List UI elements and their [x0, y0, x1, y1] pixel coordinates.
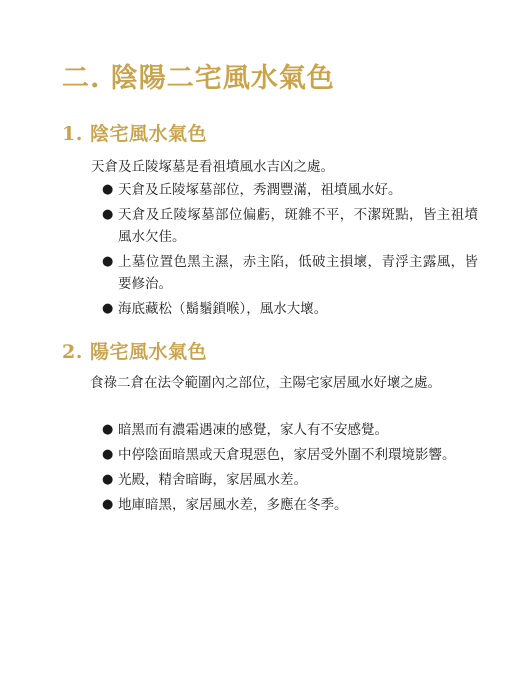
list-item — [100, 251, 478, 295]
bullet-icon: ● — [102, 422, 114, 437]
list-item — [100, 494, 478, 516]
list-item-text: 中停陰面暗黑或天倉現惡色，家居受外圍不利環境影響。 — [118, 447, 456, 463]
list-item — [100, 419, 478, 441]
bullet-icon: ● — [102, 472, 114, 487]
list-item — [100, 179, 478, 201]
list-item-text: 地庫暗黑，家居風水差，多應在冬季。 — [118, 497, 348, 513]
section-intro-yin-house: 天倉及丘陵塚墓是看祖墳風水吉凶之處。 — [91, 159, 334, 175]
section-heading-yin-house: 1. 陰宅風水氣色 — [62, 123, 207, 145]
page-title: 二. 陰陽二宅風水氣色 — [62, 63, 335, 94]
section-heading-yang-house: 2. 陽宅風水氣色 — [62, 341, 207, 363]
list-item — [100, 298, 478, 320]
bullet-icon: ● — [102, 182, 114, 197]
bullet-icon: ● — [102, 447, 114, 462]
bullet-icon: ● — [102, 207, 114, 222]
list-item-text: 光殿，精舍暗晦，家居風水差。 — [118, 472, 307, 488]
bullet-icon: ● — [102, 301, 114, 316]
list-item — [100, 204, 478, 248]
section-intro-yang-house: 食祿二倉在法令範圍內之部位，主陽宅家居風水好壞之處。 — [90, 375, 441, 391]
list-item-text: 天倉及丘陵塚墓部位，秀潤豐滿，祖墳風水好。 — [118, 182, 402, 198]
list-item-text: 天倉及丘陵塚墓部位偏虧，斑雜不平，不潔斑點，皆主祖墳風水欠佳。 — [118, 207, 478, 245]
bullet-list-yin-house — [100, 179, 478, 323]
list-item-text: 上墓位置色黑主濕，赤主陷，低破主損壞，青浮主露風，皆要修治。 — [118, 254, 478, 292]
bullet-icon: ● — [102, 497, 114, 512]
list-item-text: 海底藏松（鬍鬚鎖喉），風水大壞。 — [118, 301, 328, 317]
list-item — [100, 444, 478, 466]
list-item-text: 暗黑而有濃霜遇凍的感覺，家人有不安感覺。 — [118, 422, 388, 438]
bullet-list-yang-house — [100, 419, 478, 519]
list-item — [100, 469, 478, 491]
bullet-icon: ● — [102, 254, 114, 269]
